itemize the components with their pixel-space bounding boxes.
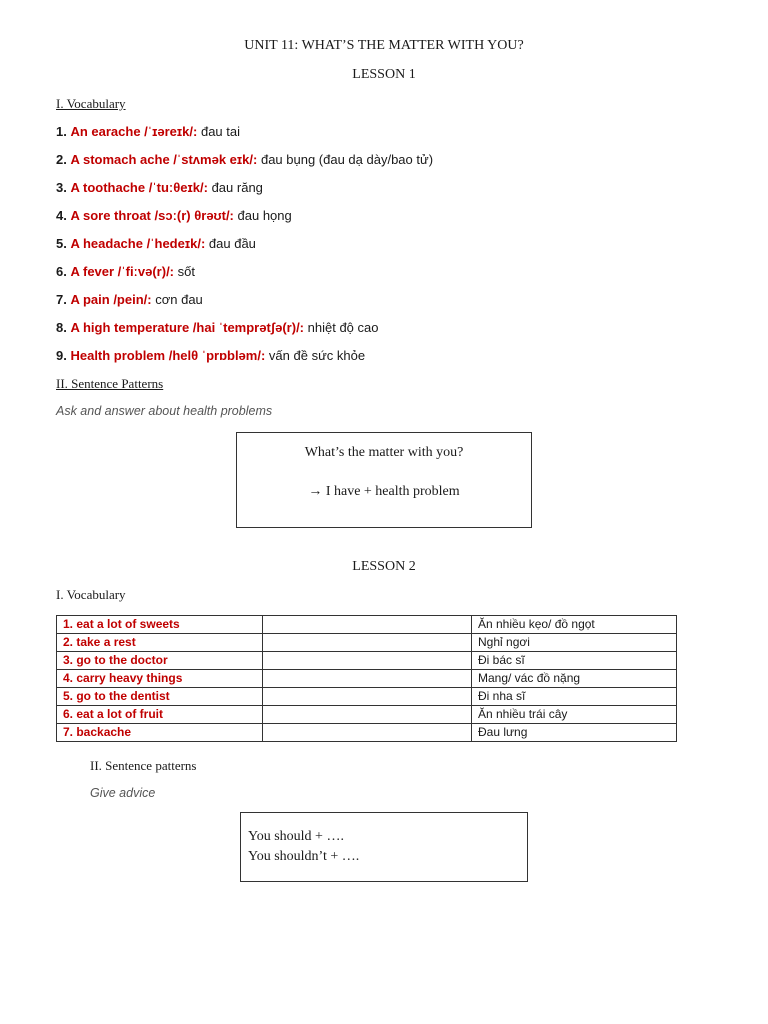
arrow-icon: → [308,484,323,499]
lesson-1-heading: LESSON 1 [352,67,416,82]
table-cell-english: 2. take a rest [57,634,263,652]
pattern-box-health [236,432,532,528]
table-cell-english: 3. go to the doctor [57,652,263,670]
vocab-meaning: đau tai [200,124,241,139]
vocab-term: Health problem /helθ ˈprɒbləm/: [70,348,266,363]
table-cell-english: 6. eat a lot of fruit [57,706,263,724]
table-cell-empty [263,670,472,688]
pattern-answer: I have + health problem [325,484,460,499]
vocab-item [56,320,378,335]
table-cell-empty [263,616,472,634]
table-cell-empty [263,634,472,652]
lesson-2-patterns-heading: II. Sentence patterns [90,758,197,773]
vocab-number: 8. [56,320,67,335]
vocab-number: 1. [56,124,67,139]
vocab-meaning: vấn đề sức khỏe [268,348,366,363]
vocab-meaning: đau họng [237,208,292,223]
vocab-number: 6. [56,264,67,279]
vocab-number: 4. [56,208,67,223]
vocab-term: A stomach ache /ˈstʌmək eɪk/: [70,152,258,167]
vocab-meaning: đau răng [211,180,263,195]
pattern-box-advice [240,812,528,882]
table-row [57,616,677,634]
table-cell-vietnamese: Ăn nhiều trái cây [472,706,677,724]
lesson-2-heading: LESSON 2 [352,559,416,574]
vocab-item [56,348,365,363]
vocab-number: 5. [56,236,67,251]
table-row [57,634,677,652]
vocab-number: 2. [56,152,67,167]
vocab-term: A headache /ˈhedeɪk/: [70,236,206,251]
vocab-item [56,236,256,251]
table-cell-empty [263,706,472,724]
vocab-item [56,264,195,279]
vocab-item [56,180,263,195]
lesson-1-patterns-subtitle: Ask and answer about health problems [56,404,273,418]
vocab-term: A pain /pein/: [70,292,152,307]
vocab-term: A sore throat /sɔː(r) θrəʊt/: [70,208,234,223]
table-cell-vietnamese: Nghỉ ngơi [472,634,677,652]
vocab-meaning: đau bụng (đau dạ dày/bao tử) [260,152,434,167]
table-row [57,724,677,742]
vocab-meaning: cơn đau [155,292,203,307]
vocab-number: 3. [56,180,67,195]
table-cell-english: 4. carry heavy things [57,670,263,688]
vocab-item [56,208,292,223]
page-title: UNIT 11: WHAT’S THE MATTER WITH YOU? [244,38,524,53]
lesson-1-vocab-heading: I. Vocabulary [56,96,126,111]
vocab-term: A high temperature /hai ˈtemprətʃə(r)/: [70,320,305,335]
advice-should: You should + …. [248,829,344,844]
vocab-meaning: đau đầu [208,236,256,251]
table-cell-vietnamese: Đi nha sĩ [472,688,677,706]
table-cell-vietnamese: Ăn nhiều kẹo/ đồ ngọt [472,616,677,634]
lesson-2-vocab-heading: I. Vocabulary [56,587,126,602]
table-row [57,670,677,688]
vocab-number: 9. [56,348,67,363]
vocab-item [56,152,433,167]
table-row [57,706,677,724]
vocab-meaning: nhiệt độ cao [307,320,379,335]
vocab-number: 7. [56,292,67,307]
vocab-item [56,124,240,139]
table-cell-english: 7. backache [57,724,263,742]
lesson-2-patterns-subtitle: Give advice [90,786,156,800]
vocab-term: A fever /ˈfiːvə(r)/: [70,264,175,279]
lesson-1-patterns-heading: II. Sentence Patterns [56,376,164,391]
pattern-answer-line [237,484,531,500]
pattern-question: What’s the matter with you? [304,445,464,460]
vocab-term: An earache /ˈɪəreɪk/: [70,124,198,139]
vocab-term: A toothache /ˈtuːθeɪk/: [70,180,208,195]
table-cell-vietnamese: Đau lưng [472,724,677,742]
vocab-item [56,292,203,307]
table-cell-vietnamese: Đi bác sĩ [472,652,677,670]
table-row [57,688,677,706]
advice-shouldnt: You shouldn’t + …. [248,849,360,864]
table-row [57,652,677,670]
vocabulary-table [56,615,677,742]
table-cell-empty [263,724,472,742]
vocab-meaning: sốt [177,264,195,279]
table-cell-empty [263,688,472,706]
table-cell-empty [263,652,472,670]
table-cell-english: 5. go to the dentist [57,688,263,706]
table-cell-vietnamese: Mang/ vác đồ nặng [472,670,677,688]
table-cell-english: 1. eat a lot of sweets [57,616,263,634]
